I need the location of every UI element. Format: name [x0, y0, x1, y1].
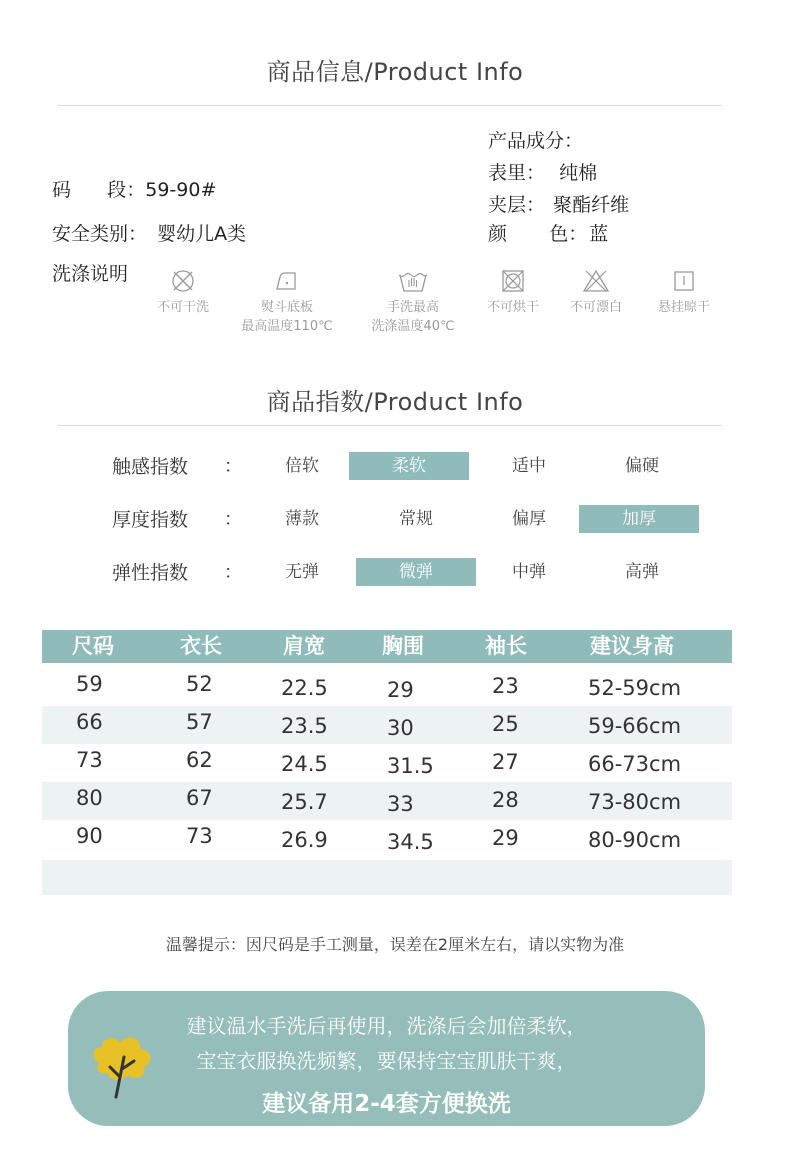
cell-length: 67: [186, 786, 213, 810]
cell-sleeve: 23: [492, 674, 519, 698]
cell-sleeve: 27: [492, 750, 519, 774]
washing-instructions-label: 洗涤说明: [52, 263, 129, 285]
cell-sleeve: 29: [492, 826, 519, 850]
softness-option-selected: 柔软: [349, 452, 469, 480]
cell-size: 59: [76, 672, 103, 696]
cell-length: 57: [186, 710, 213, 734]
thickness-option: 薄款: [285, 509, 319, 529]
line-dry-icon: [671, 268, 697, 294]
care-item-line1: 悬挂晾干: [657, 300, 710, 315]
cell-height: 59-66cm: [588, 714, 682, 738]
elasticity-option: 中弹: [512, 562, 546, 582]
lining-material-value: 聚酯纤维: [553, 194, 630, 216]
care-item-iron: [222, 268, 352, 336]
care-item-line1: 不可漂白: [569, 300, 622, 315]
size-table-header: [42, 630, 732, 663]
care-item-line1: 手洗最高: [386, 300, 439, 315]
no-dry-clean-icon: [170, 268, 196, 294]
cell-shoulder: 22.5: [281, 676, 328, 700]
care-item-line1: 不可干洗: [156, 300, 209, 315]
cell-chest: 30: [387, 716, 414, 740]
wash-advice-banner: [68, 991, 705, 1126]
care-item-line2: 洗涤温度40℃: [371, 319, 455, 334]
cell-length: 62: [186, 748, 213, 772]
care-item-line2: 最高温度110℃: [241, 319, 333, 334]
cell-shoulder: 24.5: [281, 752, 328, 776]
safety-category-label: 安全类别：: [52, 223, 148, 245]
lining-material-row: [488, 190, 629, 217]
size-range-label: 码 段：: [52, 179, 146, 201]
cell-chest: 31.5: [387, 754, 434, 778]
header-sleeve: 袖长: [485, 634, 527, 658]
elasticity-option: 高弹: [625, 562, 659, 582]
index-colon: ：: [224, 456, 242, 477]
lining-material-label: 夹层：: [488, 194, 546, 216]
size-range-row: [52, 175, 216, 202]
composition-title: 产品成分：: [488, 130, 584, 152]
cell-sleeve: 25: [492, 712, 519, 736]
header-shoulder: 肩宽: [283, 634, 325, 658]
outer-material-label: 表里：: [488, 162, 546, 184]
header-length: 衣长: [180, 634, 222, 658]
table-row: [42, 744, 732, 782]
cell-size: 90: [76, 824, 103, 848]
care-item-line-dry: [619, 268, 749, 317]
cell-height: 73-80cm: [588, 790, 682, 814]
safety-category-value: 婴幼儿A类: [157, 223, 247, 245]
cell-chest: 34.5: [387, 830, 434, 854]
cell-sleeve: 28: [492, 788, 519, 812]
thickness-index-label: 厚度指数: [112, 509, 189, 531]
cell-height: 52-59cm: [588, 676, 682, 700]
header-chest: 胸围: [382, 634, 424, 658]
cell-chest: 33: [387, 792, 414, 816]
table-row: [42, 782, 732, 820]
care-item-line1: 不可烘干: [486, 300, 539, 315]
color-label: 颜 色：: [488, 223, 588, 245]
index-colon: ：: [224, 509, 242, 530]
elasticity-option-selected: 微弹: [356, 558, 476, 586]
cell-length: 73: [186, 824, 213, 848]
cell-length: 52: [186, 672, 213, 696]
cell-height: 80-90cm: [588, 828, 682, 852]
color-value: 蓝: [589, 223, 609, 245]
softness-option: 适中: [512, 456, 546, 476]
cell-size: 73: [76, 748, 103, 772]
care-item-line1: 熨斗底板: [260, 300, 313, 315]
elasticity-option: 无弹: [285, 562, 319, 582]
softness-option: 偏硬: [625, 456, 659, 476]
banner-line-1: 建议温水手洗后再使用，洗涤后会加倍柔软，: [186, 1014, 587, 1038]
safety-category-row: [52, 219, 246, 246]
table-row: [42, 820, 732, 858]
outer-material-row: [488, 158, 597, 185]
outer-material-value: 纯棉: [559, 162, 598, 184]
size-range-value: 59-90#: [145, 179, 217, 201]
table-row: [42, 706, 732, 744]
cell-shoulder: 23.5: [281, 714, 328, 738]
thickness-option-selected: 加厚: [579, 505, 699, 533]
thickness-option: 常规: [399, 509, 433, 529]
color-row: [488, 219, 608, 246]
banner-line-3: 建议备用2-4套方便换洗: [262, 1091, 511, 1117]
no-tumble-dry-icon: [500, 268, 526, 294]
banner-line-2: 宝宝衣服换洗频繁，要保持宝宝肌肤干爽，: [196, 1049, 577, 1073]
no-bleach-icon: [581, 268, 611, 294]
header-size: 尺码: [72, 634, 114, 658]
index-divider: [58, 425, 722, 426]
cell-shoulder: 26.9: [281, 828, 328, 852]
table-row: [42, 668, 732, 706]
hand-wash-icon: [396, 268, 430, 294]
index-section-title: 商品指数/Product Info: [266, 388, 524, 416]
cell-height: 66-73cm: [588, 752, 682, 776]
iron-icon: [273, 268, 301, 294]
table-empty-row: [42, 860, 732, 895]
softness-index-label: 触感指数: [112, 456, 189, 478]
softness-option: 倍软: [285, 456, 319, 476]
header-height: 建议身高: [590, 634, 674, 658]
info-section-title: 商品信息/Product Info: [266, 58, 524, 86]
elasticity-index-label: 弹性指数: [112, 562, 189, 584]
info-divider: [58, 105, 722, 106]
cell-size: 80: [76, 786, 103, 810]
cell-chest: 29: [387, 678, 414, 702]
cell-size: 66: [76, 710, 103, 734]
measurement-tip: 温馨提示：因尺码是手工测量，误差在2厘米左右，请以实物为准: [165, 935, 625, 954]
thickness-option: 偏厚: [512, 509, 546, 529]
cell-shoulder: 25.7: [281, 790, 328, 814]
index-colon: ：: [224, 562, 242, 583]
